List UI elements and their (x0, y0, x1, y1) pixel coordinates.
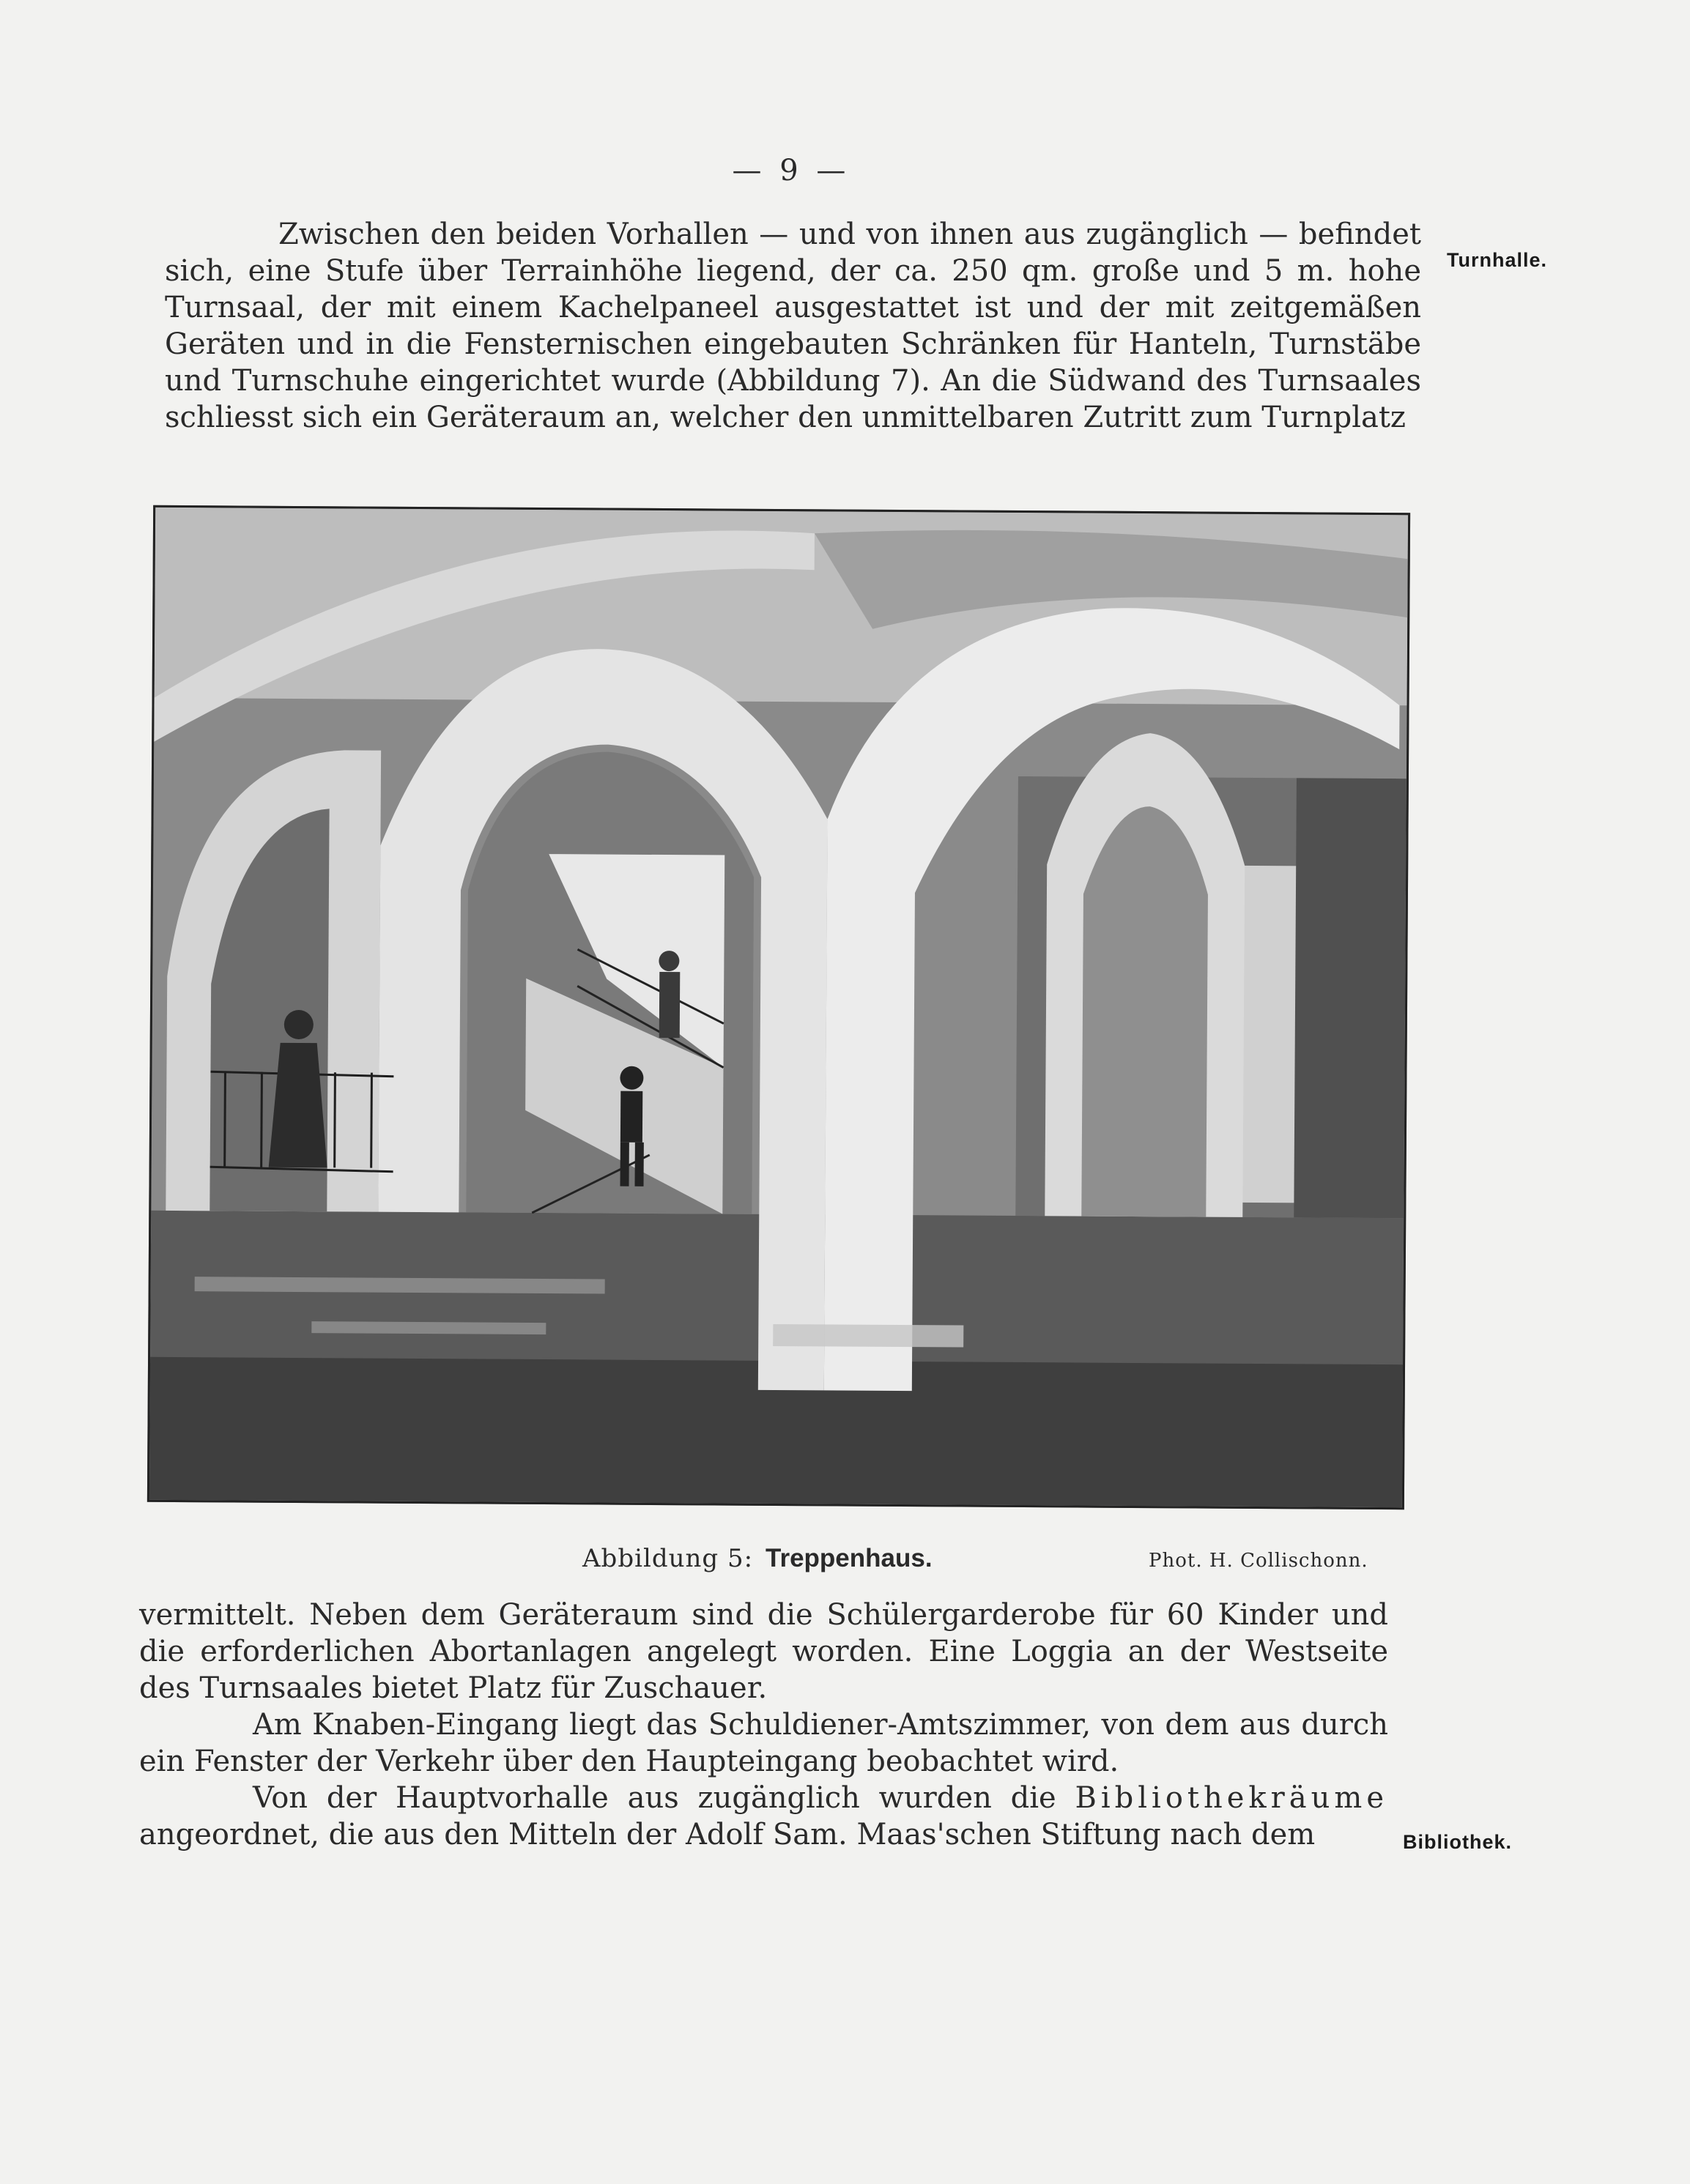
figure-girl-on-stairs (659, 951, 681, 1038)
paragraph-bibliothek-end: angeordnet, die aus den Mitteln der Adolf Sam. Maas'schen Stiftung nach dem (139, 1818, 1316, 1851)
figure-label: Abbildung 5: (582, 1544, 754, 1573)
figure-title: Treppenhaus. (766, 1544, 933, 1572)
page-number: — 9 — (732, 154, 850, 187)
top-text-block (165, 216, 1421, 436)
photo-credit: Phot. H. Collischonn. (1149, 1550, 1368, 1572)
stairwell-photo-illustration (149, 508, 1408, 1507)
bottom-text-block (139, 1597, 1388, 1853)
paragraph-bibliothek-start: Von der Hauptvorhalle aus zugänglich wurden die (253, 1781, 1075, 1815)
photograph-treppenhaus (147, 505, 1410, 1509)
bibliothekraeume-term: Bibliothekräume (1075, 1781, 1388, 1815)
paragraph-turnsaal: Zwischen den beiden Vorhallen — und von ihnen aus zugänglich — befindet sich, eine Stufe über Terrainhöhe liegend, der ca. 250 qm. große und 5 m. hohe Turnsaal, der mit einem Kachelpaneel ausgestattet ist und der mit zeitgemäßen Geräten und in die Fensternischen eingebauten Schränken für Hanteln, Turnstäbe und Turnschuhe eingerichtet wurde (Abbildung 7). An die Südwand des Turnsaales schliesst sich ein Geräteraum an, welcher den unmittelbaren Zutritt zum Turnplatz (165, 218, 1421, 434)
paragraph-knaben-eingang: Am Knaben-Eingang liegt das Schuldiener-Amtszimmer, von dem aus durch ein Fenster der Verkehr über den Haupteingang beobachtet wird. (139, 1708, 1388, 1778)
margin-note-bibliothek: Bibliothek. (1403, 1831, 1513, 1853)
paragraph-bibliothek (139, 1780, 1388, 1853)
margin-note-turnhalle: Turnhalle. (1447, 249, 1548, 271)
paragraph-geraeteraum: vermittelt. Neben dem Geräteraum sind die Schülergarderobe für 60 Kinder und die erforderlichen Abortanlagen angelegt worden. Eine Loggia an der Westseite des Turnsaales bietet Platz für Zuschauer. (139, 1598, 1388, 1705)
